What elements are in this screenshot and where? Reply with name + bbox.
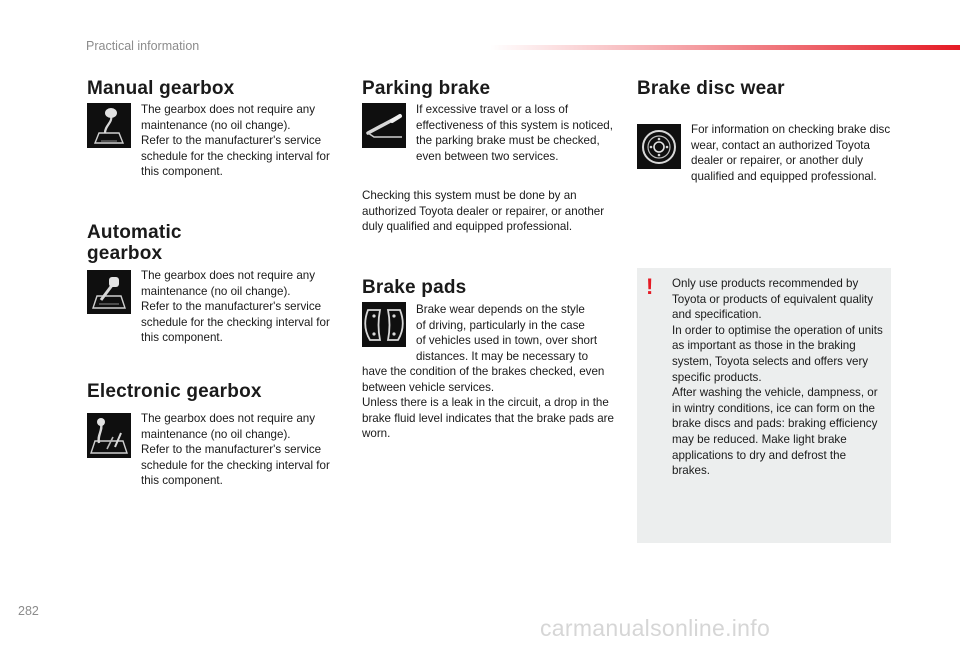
manual-gearbox-text: The gearbox does not require any maintenance (no oil change). Refer to the manufacturer's service schedule for the checking interval for this component. xyxy=(141,103,330,179)
section-title: Practical information xyxy=(86,39,200,53)
brake-disc-wear-text: For information on checking brake disc wear, contact an authorized Toyota dealer or repairer, or another duly qualified and equipped professional. xyxy=(691,123,891,183)
parking-brake-text-2: Checking this system must be done by an authorized Toyota dealer or repairer, or another duly qualified and equipped professional. xyxy=(362,189,605,234)
electronic-gearbox-icon xyxy=(87,413,131,458)
brake-pads-line: Brake wear depends on the style xyxy=(416,303,585,316)
brake-pads-text-lines xyxy=(416,302,616,364)
brake-disc-icon xyxy=(637,124,681,169)
brake-pads-line: of vehicles used in town, over short xyxy=(416,334,598,348)
brake-pads-line: of driving, particularly in the case xyxy=(416,318,585,332)
automatic-gearbox-text: The gearbox does not require any maintenance (no oil change). Refer to the manufacturer's service schedule for the checking interval for this component. xyxy=(141,269,330,345)
parking-brake-lever-icon xyxy=(362,103,406,148)
automatic-gearbox-title: Automatic gearbox xyxy=(87,222,182,264)
page-number: 282 xyxy=(18,604,39,618)
warning-text: Only use products recommended by Toyota or products of equivalent quality and specification. In order to optimise the operation of units as important as those in the braking system, Toyota selects and offers very specific products. After washing the vehicle, dampness, or in wintry conditions, ice can form on the brake discs and pads: braking efficiency may be reduced. Make light brake applications to dry and defrost the brakes. xyxy=(672,277,883,478)
warning-exclamation-icon: ! xyxy=(646,274,654,299)
brake-pads-text-rest: have the condition of the brakes checked, even between vehicle services. Unless there is a leak in the circuit, a drop in the brake fluid level indicates that the brake pads are worn. xyxy=(362,365,614,441)
parking-brake-title: Parking brake xyxy=(362,78,491,99)
parking-brake-text: If excessive travel or a loss of effectiveness of this system is noticed, the parking brake must be checked, even between two services. xyxy=(416,103,613,163)
brake-pads-icon xyxy=(362,302,406,347)
manual-gearbox-title: Manual gearbox xyxy=(87,78,235,99)
watermark: carmanualsonline.info xyxy=(540,615,771,641)
header-accent-bar xyxy=(490,45,960,50)
electronic-gearbox-text: The gearbox does not require any maintenance (no oil change). Refer to the manufacturer's service schedule for the checking interval for this component. xyxy=(141,412,330,488)
manual-gear-lever-icon xyxy=(87,103,131,148)
brake-pads-line: distances. It may be necessary to xyxy=(416,349,589,363)
automatic-gear-selector-icon xyxy=(87,270,131,314)
brake-pads-title: Brake pads xyxy=(362,277,467,298)
electronic-gearbox-title: Electronic gearbox xyxy=(87,381,262,402)
brake-disc-wear-title: Brake disc wear xyxy=(637,78,785,99)
